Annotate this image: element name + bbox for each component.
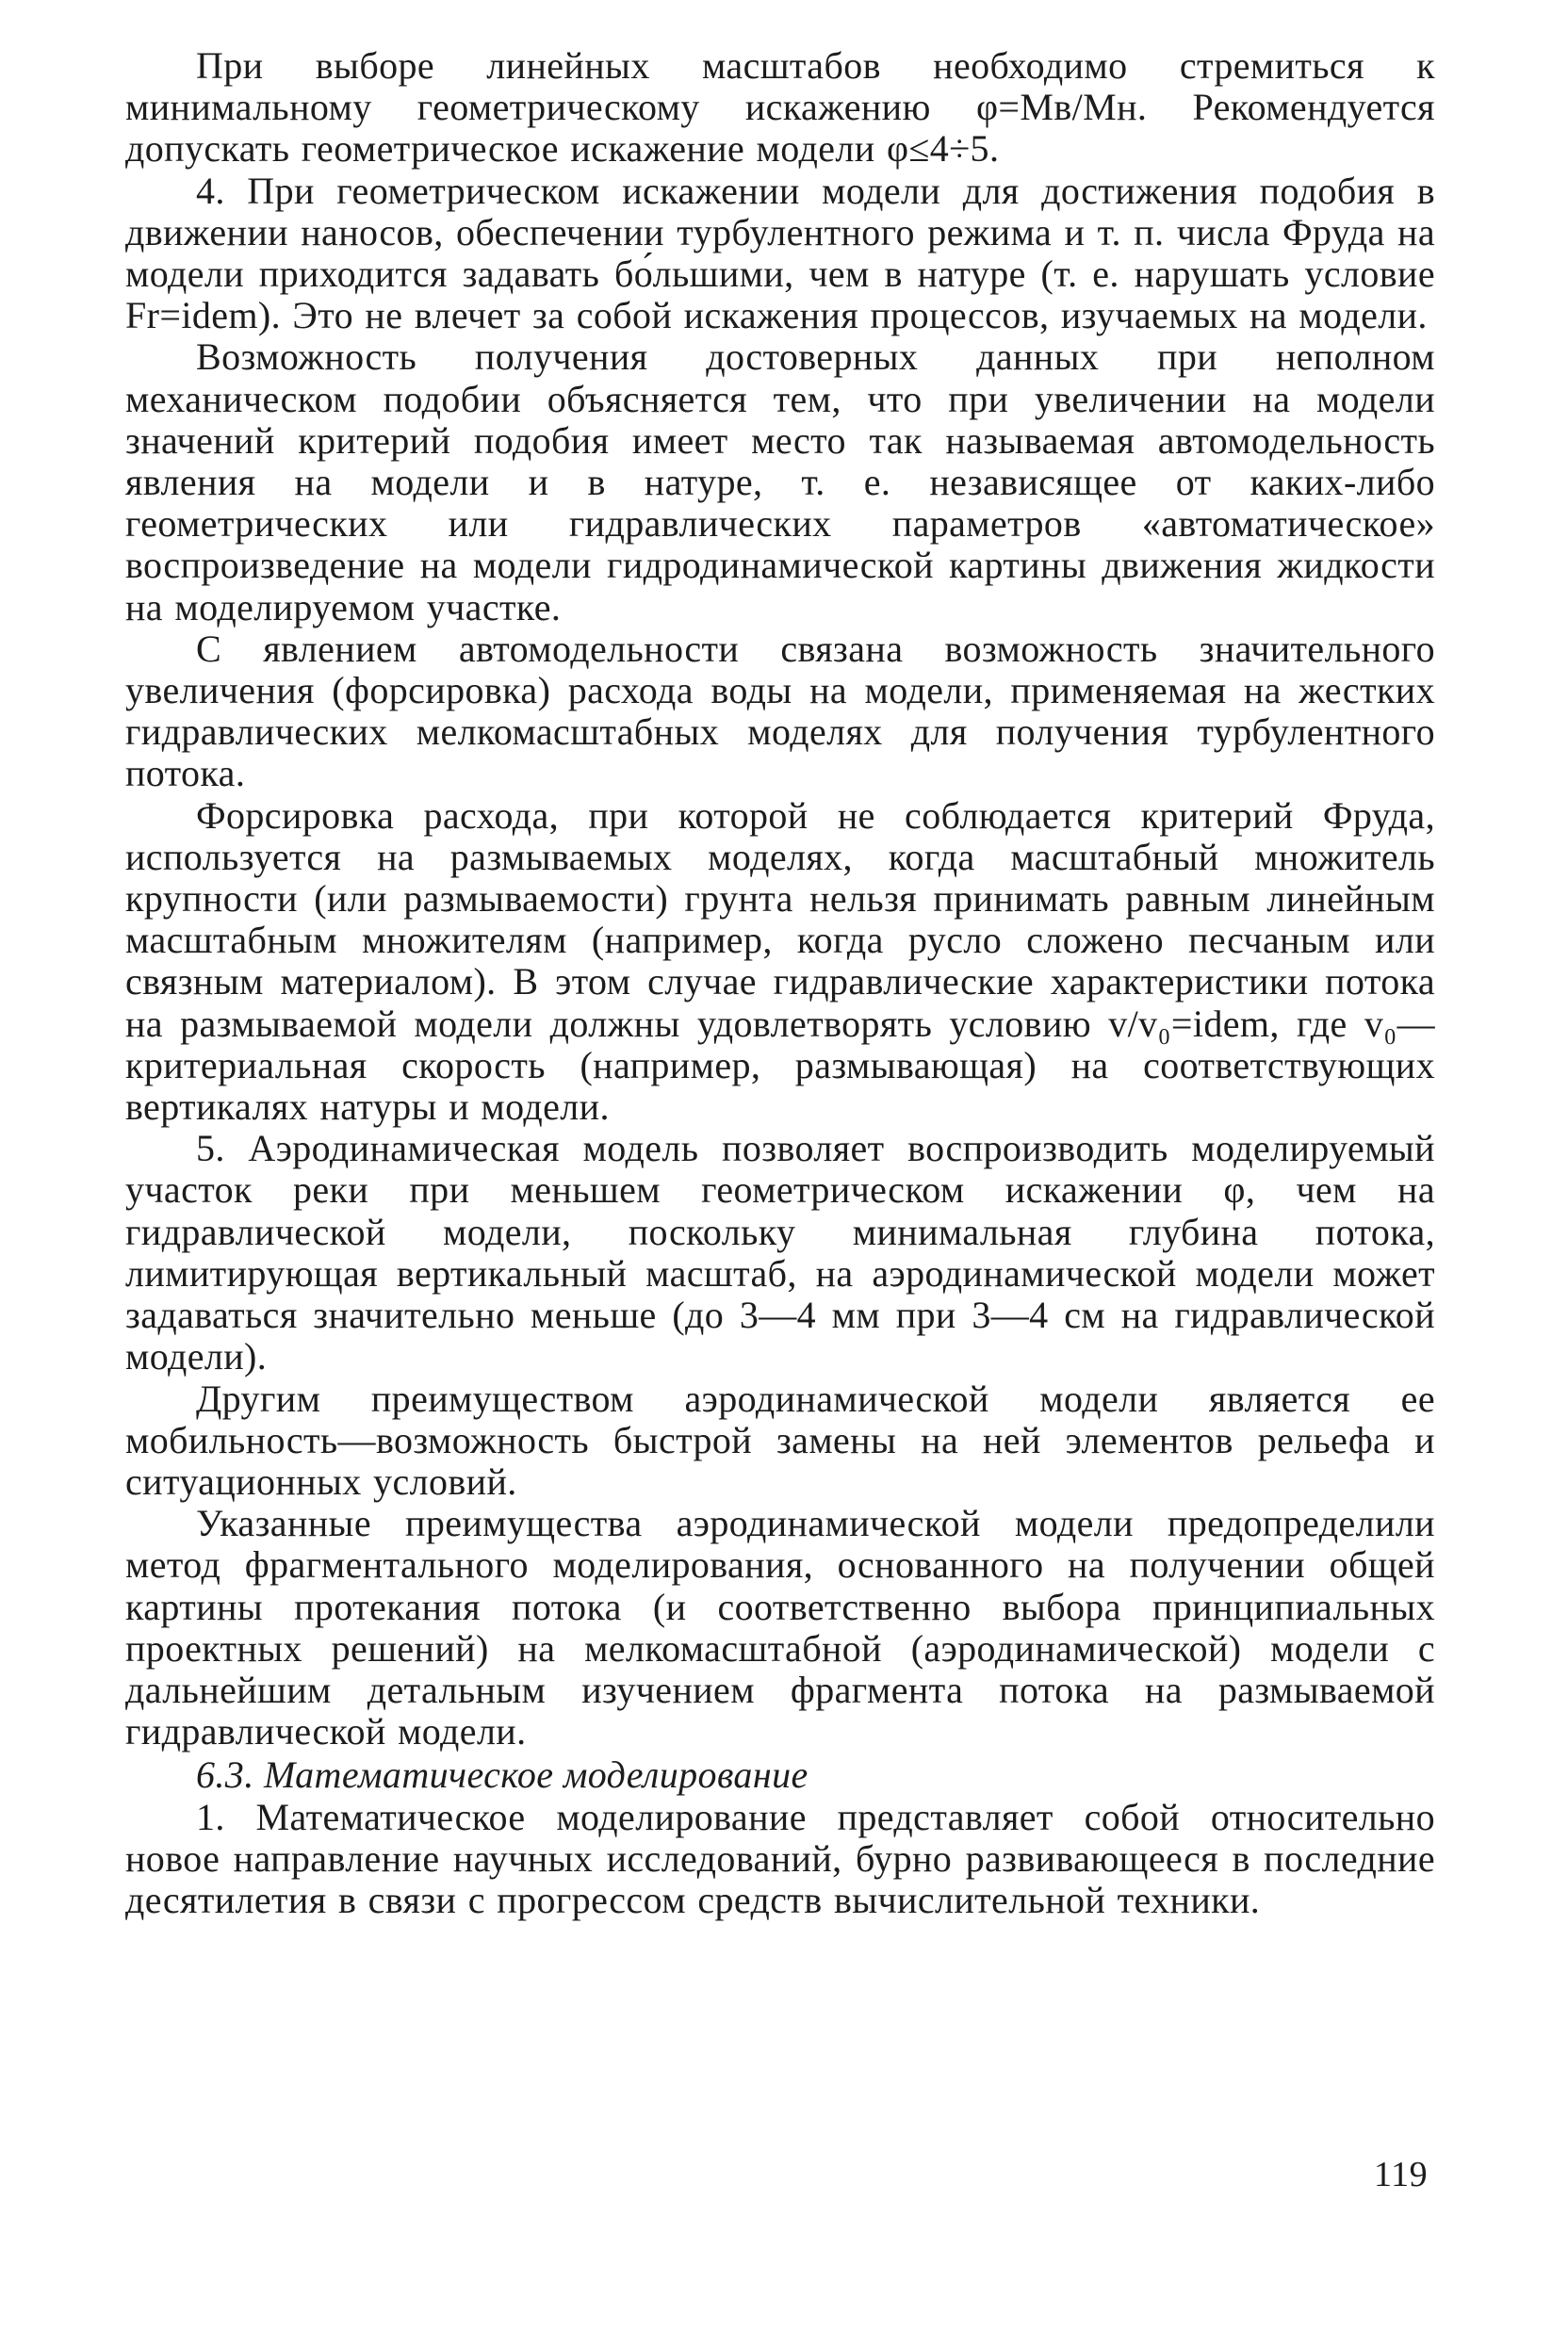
paragraph: При выборе линейных масштабов необходимо стремиться к минимальному геометрическому искажению φ=Mв/Mн. Рекомендуется допускать геометрическое искажение модели φ≤4÷5. bbox=[125, 44, 1435, 171]
section-heading: 6.3. Математическое моделирование bbox=[196, 1753, 808, 1797]
paragraph: Другим преимуществом аэродинамической модели является ее мобильность—возможность быстрой замены на ней элементов рельефа и ситуационных условий. bbox=[125, 1377, 1435, 1503]
page-number: 119 bbox=[1374, 2155, 1429, 2194]
paragraph: 4. При геометрическом искажении модели для достижения подобия в движении наносов, обеспечении турбулентного режима и т. п. числа Фруда на модели приходится задавать бо́льшими, чем в натуре (т. е. нарушать условие Fr=idem). Это не влечет за собой искажения процессов, изучаемых на модели. bbox=[125, 169, 1435, 337]
paragraph: 1. Математическое моделирование представляет собой относительно новое направление научных исследований, бурно развивающееся в последние десятилетия в связи с прогрессом средств вычислительной техники. bbox=[125, 1795, 1435, 1921]
page-body bbox=[125, 45, 1435, 1921]
paragraph: С явлением автомодельности связана возможность значительного увеличения (форсировка) расхода воды на модели, применяемая на жестких гидравлических мелкомасштабных моделях для получения турбулентного потока. bbox=[125, 627, 1435, 795]
paragraph: 5. Аэродинамическая модель позволяет воспроизводить моделируемый участок реки при меньшем геометрическом искажении φ, чем на гидравлической модели, поскольку минимальная глубина потока, лимитирующая вертикальный масштаб, на аэродинамической модели может задаваться значительно меньше (до 3—4 мм при 3—4 см на гидравлической модели). bbox=[125, 1127, 1435, 1378]
paragraph: Возможность получения достоверных данных при неполном механическом подобии объясняется тем, что при увеличении на модели значений критерий подобия имеет место так называемая автомодельность явления на модели и в натуре, т. е. независящее от каких-либо геометрических или гидравлических параметров «автоматическое» воспроизведение на модели гидродинамической картины движения жидкости на моделируемом участке. bbox=[125, 335, 1435, 628]
paragraph: Форсировка расхода, при которой не соблюдается критерий Фруда, используется на размываемых моделях, когда масштабный множитель крупности (или размываемости) грунта нельзя принимать равным линейным масштабным множителям (например, когда русло сложено песчаным или связным материалом). В этом случае гидравлические характеристики потока на размываемой модели должны удовлетворять условию v/v₀=idem, где v₀—критериальная скорость (например, размывающая) на соответствующих вертикалях натуры и модели. bbox=[125, 793, 1435, 1129]
paragraph: Указанные преимущества аэродинамической модели предопределили метод фрагментального моделирования, основанного на получении общей картины протекания потока (и соответственно выбора принципиальных проектных решений) на мелкомасштабной (аэродинамической) модели с дальнейшим детальным изучением фрагмента потока на размываемой гидравлической модели. bbox=[125, 1502, 1435, 1753]
